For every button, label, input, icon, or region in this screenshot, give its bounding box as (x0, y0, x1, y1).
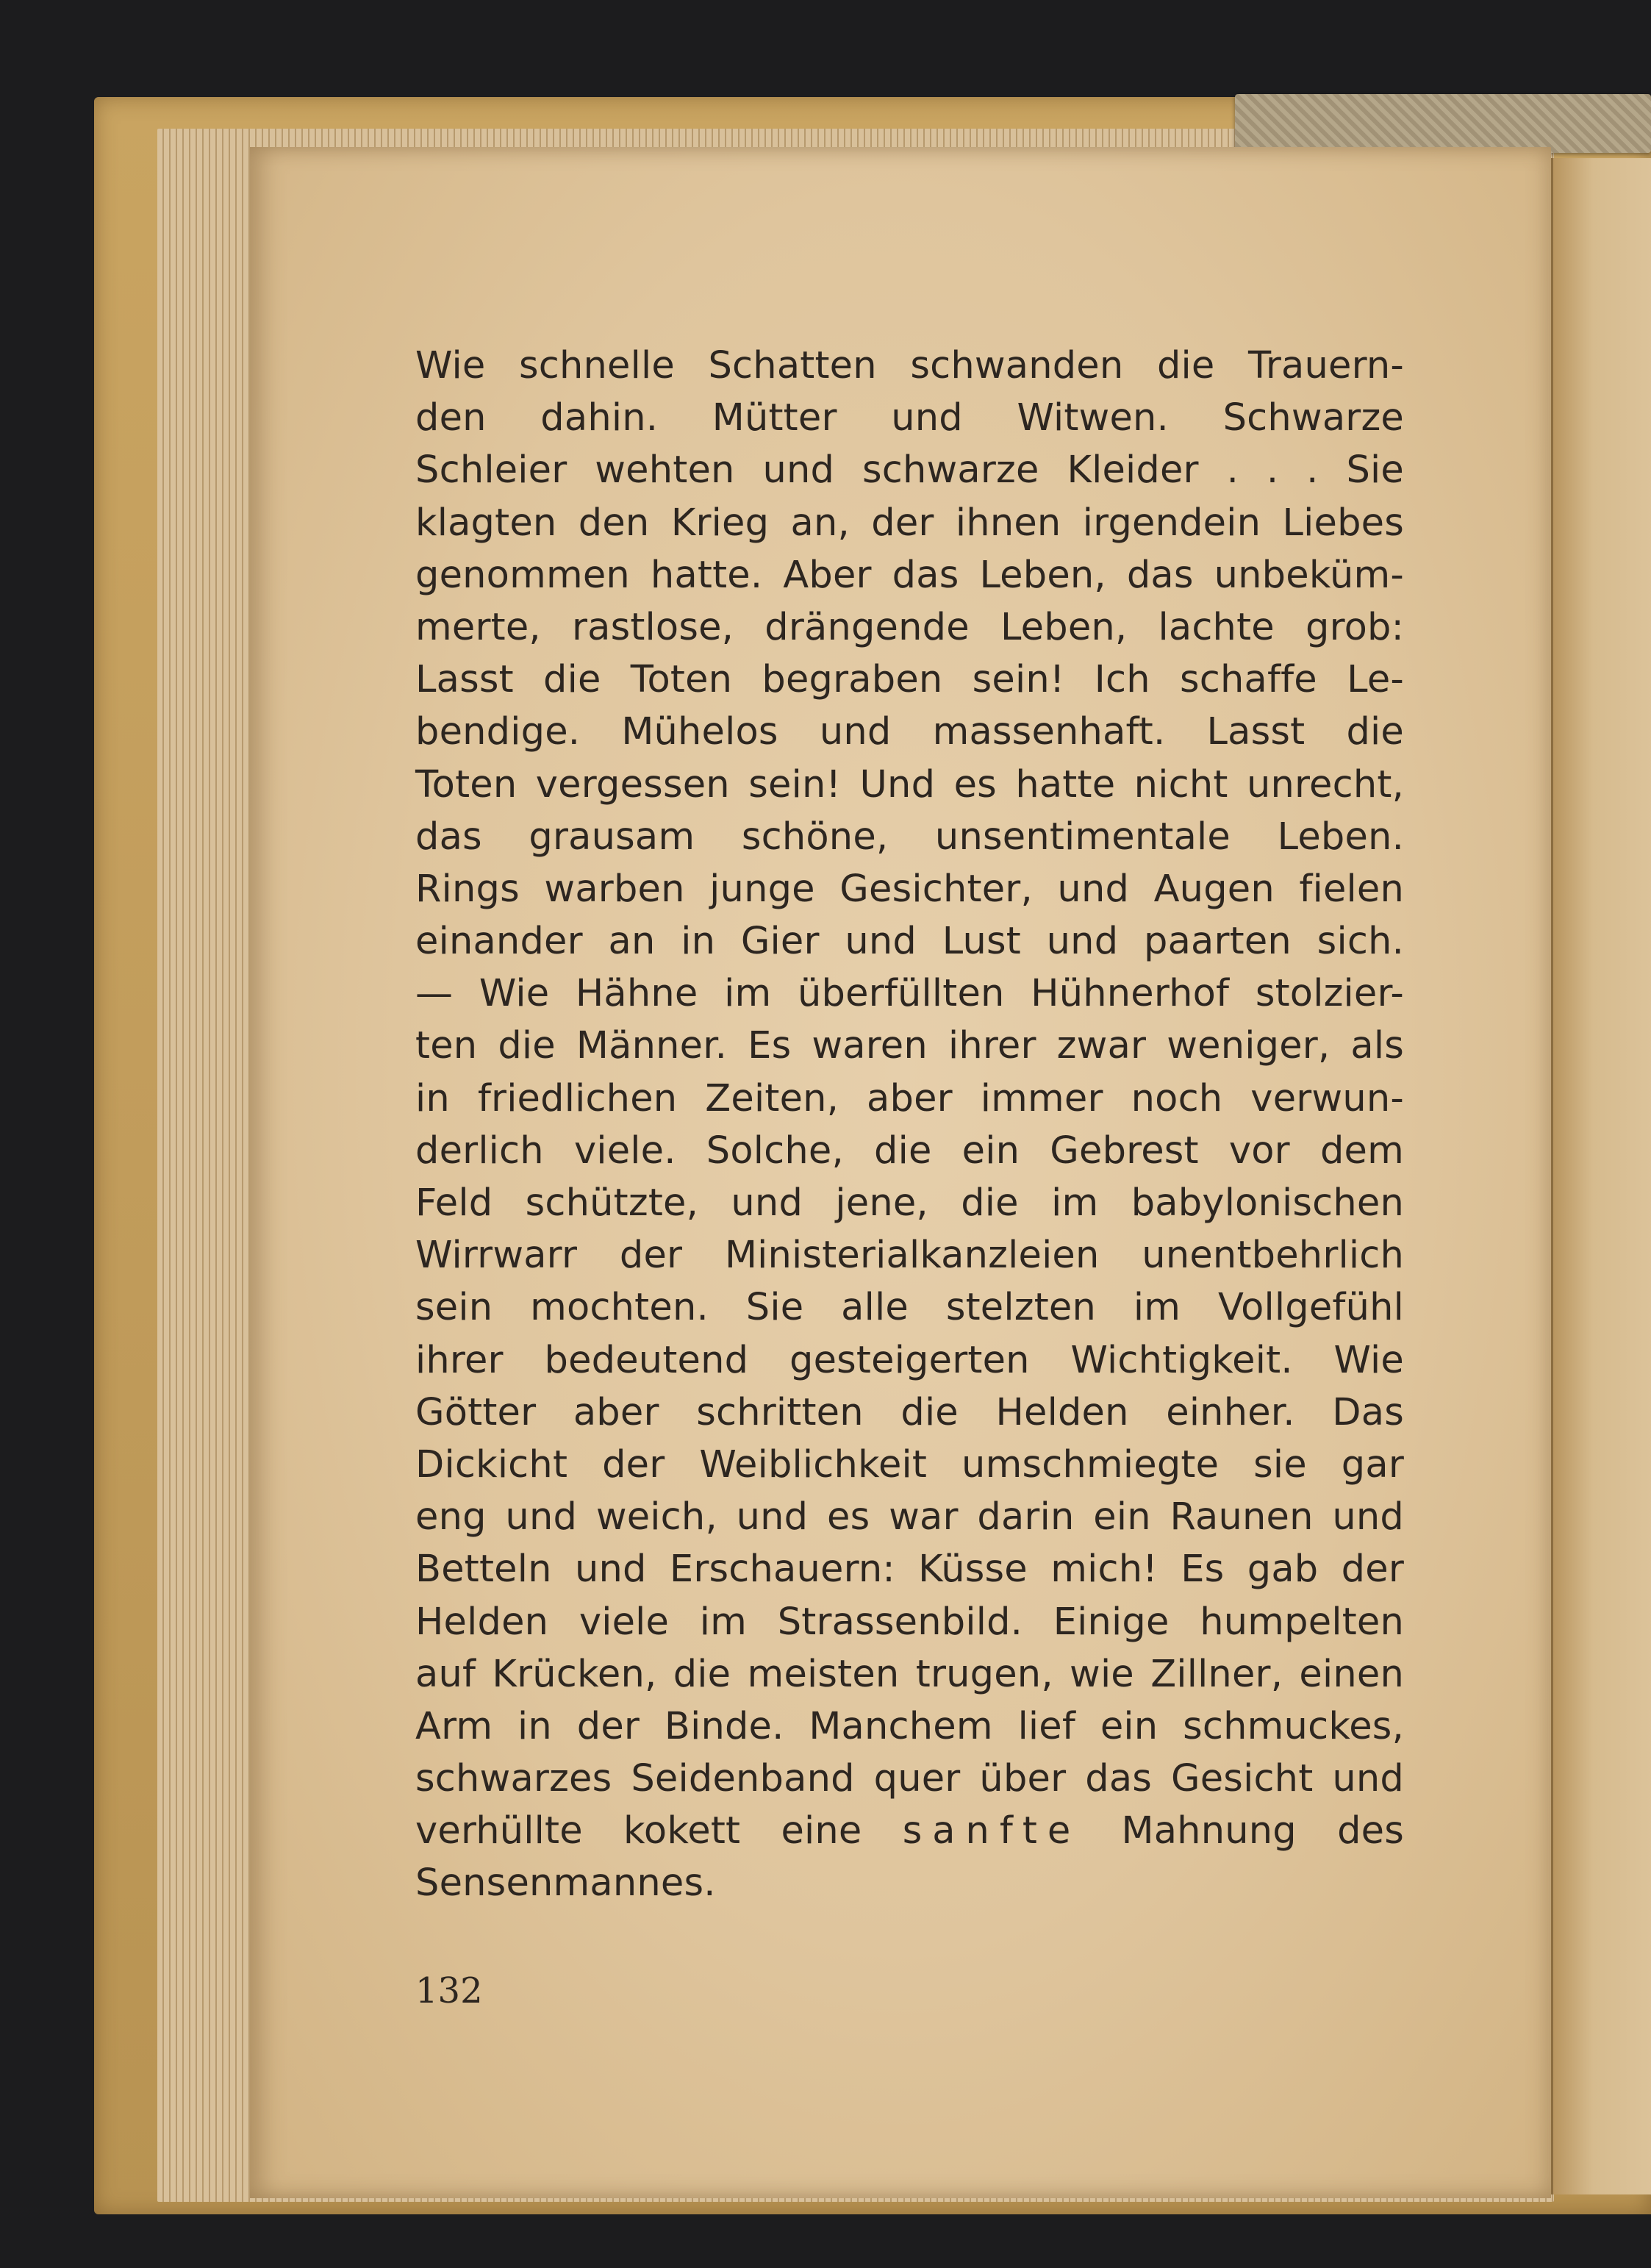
text-segment: Mahnung des (1081, 1809, 1404, 1853)
text-line: Toten vergessen sein! Und es hatte nicht unrecht, (415, 762, 1404, 806)
emphasized-word: sanfte (902, 1809, 1081, 1853)
page-number: 132 (415, 1970, 483, 2011)
text-line: Betteln und Erschauern: Küsse mich! Es gab der (415, 1548, 1404, 1592)
text-line: in friedlichen Zeiten, aber immer noch verwun- (415, 1076, 1404, 1120)
text-line: das grausam schöne, unsentimentale Leben. (415, 815, 1404, 859)
text-line: Schleier wehten und schwarze Kleider . . . Sie (415, 448, 1404, 493)
text-line: eng und weich, und es war darin ein Raunen und (415, 1495, 1404, 1539)
text-line: Götter aber schritten die Helden einher. Das (415, 1390, 1404, 1434)
text-line: genommen hatte. Aber das Leben, das unbeküm- (415, 553, 1404, 597)
text-line (415, 1805, 1404, 1857)
text-line: Rings warben junge Gesichter, und Augen fielen (415, 867, 1404, 911)
bookmark-ribbon (1235, 94, 1651, 153)
text-line: Lasst die Toten begraben sein! Ich schaffe Le- (415, 658, 1404, 702)
text-line: den dahin. Mütter und Witwen. Schwarze (415, 396, 1404, 440)
text-line: ten die Männer. Es waren ihrer zwar weniger, als (415, 1024, 1404, 1068)
text-line: schwarzes Seidenband quer über das Gesicht und (415, 1757, 1404, 1801)
text-line: sein mochten. Sie alle stelzten im Vollgefühl (415, 1286, 1404, 1330)
text-line: Dickicht der Weiblichkeit umschmiegte sie gar (415, 1442, 1404, 1487)
text-line: Arm in der Binde. Manchem lief ein schmuckes, (415, 1704, 1404, 1748)
text-line: klagten den Krieg an, der ihnen irgendein Liebes (415, 501, 1404, 545)
text-line-last: Sensenmannes. (415, 1861, 716, 1906)
text-line: auf Krücken, die meisten trugen, wie Zillner, einen (415, 1652, 1404, 1696)
text-line: Wie schnelle Schatten schwanden die Trauern- (415, 344, 1404, 387)
page-text (415, 340, 1404, 1910)
text-line: einander an in Gier und Lust und paarten sich. (415, 920, 1404, 964)
text-line: Wirrwarr der Ministerialkanzleien unentbehrlich (415, 1234, 1404, 1278)
facing-page-edge (1551, 158, 1651, 2194)
text-line: derlich viele. Solche, die ein Gebrest vor dem (415, 1128, 1404, 1173)
text-line: bendige. Mühelos und massenhaft. Lasst die (415, 710, 1404, 754)
text-line: ihrer bedeutend gesteigerten Wichtigkeit. Wie (415, 1338, 1404, 1382)
text-line: Feld schützte, und jene, die im babylonischen (415, 1181, 1404, 1225)
text-line: Helden viele im Strassenbild. Einige humpelten (415, 1600, 1404, 1644)
text-line: — Wie Hähne im überfüllten Hühnerhof stolzier- (415, 972, 1404, 1016)
text-line: merte, rastlose, drängende Leben, lachte grob: (415, 605, 1404, 649)
text-segment: verhüllte kokett eine (415, 1809, 903, 1853)
